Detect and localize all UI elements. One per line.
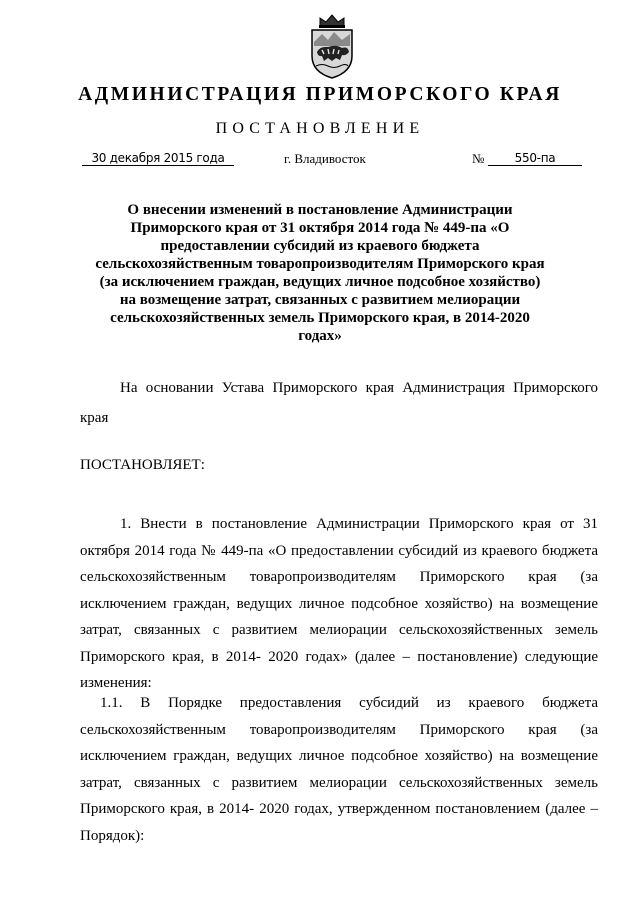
document-title: О внесении изменений в постановление Администрации Приморского края от 31 октября 2014 года № 449-па «О предоставлении субсидий из краевого бюджета сельскохозяйственным товаропроизводителям Приморского края (за исключением граждан, ведущих личное подсобное хозяйство) на возмещение затрат, связанных с развитием мелиорации сельскохозяйственных земель Приморского края, в 2014-2020 годах»: [95, 202, 545, 344]
intro-paragraph: На основании Устава Приморского края Администрация Приморского края: [80, 380, 598, 426]
coat-of-arms-icon: [302, 12, 362, 80]
document-number: 550-па: [488, 151, 582, 166]
document-number-label: №: [472, 151, 485, 166]
organization-name: АДМИНИСТРАЦИЯ ПРИМОРСКОГО КРАЯ: [78, 84, 562, 105]
document-type: ПОСТАНОВЛЕНИЕ: [215, 120, 425, 137]
item-1-paragraph: 1. Внести в постановление Администрации Приморского края от 31 октября 2014 года № 449-па «О предоставлении субсидий из краевого бюджета сельскохозяйственным товаропроизводителям Приморского края (за исключением граждан, ведущих личное подсобное хозяйство) на возмещение затрат, связанных с развитием мелиорации сельскохозяйственных земель Приморского края, в 2014- 2020 годах» (далее – постановление) следующие изменения:: [80, 516, 598, 691]
document-city: г. Владивосток: [284, 151, 366, 166]
resolve-heading: ПОСТАНОВЛЯЕТ:: [80, 457, 205, 473]
document-date: 30 декабря 2015 года: [82, 151, 234, 166]
item-1-1-paragraph: 1.1. В Порядке предоставления субсидий из краевого бюджета сельскохозяйственным товаропроизводителям Приморского края (за исключением граждан, ведущих личное подсобное хозяйство) на возмещение затрат, связанных с развитием мелиорации сельскохозяйственных земель Приморского края, в 2014- 2020 годах, утвержденном постановлением (далее – Порядок):: [80, 695, 598, 844]
